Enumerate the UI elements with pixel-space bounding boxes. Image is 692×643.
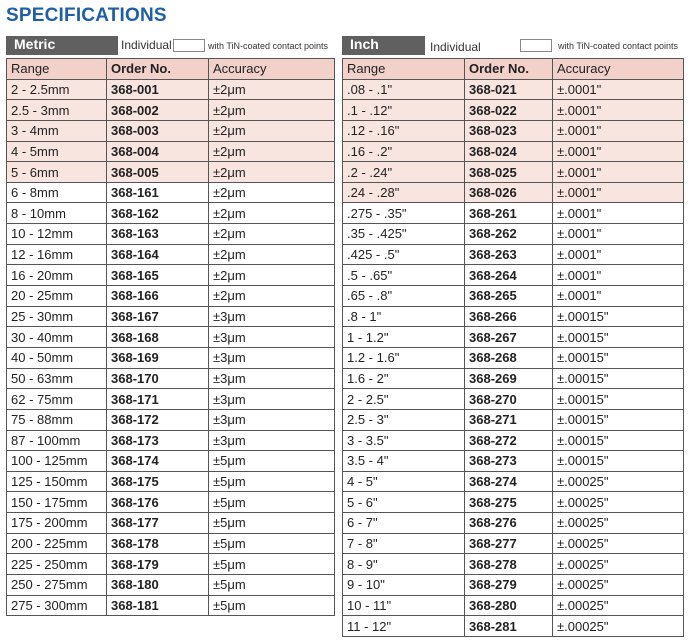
metric-cell-accuracy: ±2μm — [209, 224, 335, 245]
inch-cell-range: .35 - .425" — [343, 224, 465, 245]
inch-cell-range: 2 - 2.5" — [343, 389, 465, 410]
metric-cell-order: 368-001 — [107, 79, 209, 100]
inch-cell-range: 4 - 5" — [343, 471, 465, 492]
metric-cell-range: 10 - 12mm — [7, 224, 107, 245]
metric-cell-order: 368-171 — [107, 389, 209, 410]
inch-cell-order: 368-278 — [465, 554, 553, 575]
inch-cell-range: .275 - .35" — [343, 203, 465, 224]
inch-cell-accuracy: ±.00015" — [553, 409, 684, 430]
inch-header-row — [343, 59, 684, 80]
metric-cell-accuracy: ±5μm — [209, 492, 335, 513]
table-row — [7, 513, 335, 534]
metric-cell-range: 150 - 175mm — [7, 492, 107, 513]
inch-cell-range: 8 - 9" — [343, 554, 465, 575]
metric-cell-order: 368-168 — [107, 327, 209, 348]
metric-cell-range: 50 - 63mm — [7, 368, 107, 389]
inch-cell-accuracy: ±.00015" — [553, 451, 684, 472]
table-row — [7, 79, 335, 100]
inch-cell-order: 368-276 — [465, 513, 553, 534]
metric-header-order: Order No. — [107, 59, 209, 80]
inch-cell-range: .425 - .5" — [343, 244, 465, 265]
metric-cell-accuracy: ±5μm — [209, 471, 335, 492]
table-row — [7, 430, 335, 451]
metric-cell-range: 250 - 275mm — [7, 575, 107, 596]
inch-cell-range: .16 - .2" — [343, 141, 465, 162]
inch-cell-accuracy: ±.00025" — [553, 575, 684, 596]
inch-cell-accuracy: ±.0001" — [553, 182, 684, 203]
metric-cell-order: 368-176 — [107, 492, 209, 513]
table-row — [7, 286, 335, 307]
inch-cell-accuracy: ±.00025" — [553, 492, 684, 513]
metric-tab: Metric — [6, 36, 118, 53]
metric-cell-accuracy: ±5μm — [209, 533, 335, 554]
metric-cell-order: 368-004 — [107, 141, 209, 162]
inch-cell-order: 368-273 — [465, 451, 553, 472]
table-row — [7, 120, 335, 141]
metric-cell-accuracy: ±5μm — [209, 451, 335, 472]
metric-header-range: Range — [7, 59, 107, 80]
metric-tab-underline — [6, 53, 118, 55]
table-row — [7, 141, 335, 162]
inch-cell-accuracy: ±.0001" — [553, 100, 684, 121]
table-row — [7, 244, 335, 265]
inch-panel — [342, 33, 684, 637]
inch-cell-order: 368-267 — [465, 327, 553, 348]
table-row — [343, 616, 684, 637]
inch-cell-accuracy: ±.0001" — [553, 120, 684, 141]
metric-cell-order: 368-161 — [107, 182, 209, 203]
inch-cell-order: 368-265 — [465, 286, 553, 307]
inch-cell-accuracy: ±.00025" — [553, 533, 684, 554]
metric-cell-order: 368-005 — [107, 162, 209, 183]
metric-cell-accuracy: ±5μm — [209, 554, 335, 575]
table-row — [7, 162, 335, 183]
table-row — [343, 306, 684, 327]
inch-cell-accuracy: ±.00015" — [553, 368, 684, 389]
table-row — [343, 513, 684, 534]
metric-cell-range: 2 - 2.5mm — [7, 79, 107, 100]
metric-cell-accuracy: ±5μm — [209, 513, 335, 534]
metric-cell-order: 368-173 — [107, 430, 209, 451]
inch-cell-range: .5 - .65" — [343, 265, 465, 286]
inch-cell-order: 368-277 — [465, 533, 553, 554]
metric-cell-order: 368-177 — [107, 513, 209, 534]
metric-cell-range: 3 - 4mm — [7, 120, 107, 141]
inch-cell-accuracy: ±.00025" — [553, 616, 684, 637]
table-row — [7, 182, 335, 203]
table-row — [343, 120, 684, 141]
metric-cell-range: 125 - 150mm — [7, 471, 107, 492]
inch-cell-accuracy: ±.00025" — [553, 471, 684, 492]
inch-cell-order: 368-024 — [465, 141, 553, 162]
inch-cell-order: 368-268 — [465, 347, 553, 368]
metric-cell-order: 368-002 — [107, 100, 209, 121]
metric-cell-accuracy: ±2μm — [209, 120, 335, 141]
metric-cell-order: 368-003 — [107, 120, 209, 141]
metric-cell-order: 368-169 — [107, 347, 209, 368]
metric-cell-order: 368-163 — [107, 224, 209, 245]
metric-cell-accuracy: ±2μm — [209, 182, 335, 203]
table-row — [343, 471, 684, 492]
metric-cell-order: 368-180 — [107, 575, 209, 596]
metric-cell-accuracy: ±3μm — [209, 327, 335, 348]
table-row — [343, 244, 684, 265]
table-row — [7, 575, 335, 596]
metric-cell-order: 368-165 — [107, 265, 209, 286]
metric-table-body — [7, 79, 335, 616]
table-row — [7, 389, 335, 410]
table-row — [7, 533, 335, 554]
inch-cell-order: 368-021 — [465, 79, 553, 100]
inch-cell-order: 368-279 — [465, 575, 553, 596]
metric-legend — [6, 33, 335, 58]
inch-cell-accuracy: ±.00015" — [553, 327, 684, 348]
inch-cell-accuracy: ±.00025" — [553, 595, 684, 616]
table-row — [343, 182, 684, 203]
inch-cell-range: 1 - 1.2" — [343, 327, 465, 348]
inch-cell-range: 1.6 - 2" — [343, 368, 465, 389]
metric-cell-range: 40 - 50mm — [7, 347, 107, 368]
inch-cell-range: 2.5 - 3" — [343, 409, 465, 430]
inch-cell-order: 368-269 — [465, 368, 553, 389]
metric-cell-range: 2.5 - 3mm — [7, 100, 107, 121]
metric-cell-range: 8 - 10mm — [7, 203, 107, 224]
metric-cell-range: 225 - 250mm — [7, 554, 107, 575]
table-row — [343, 327, 684, 348]
table-row — [343, 492, 684, 513]
inch-cell-range: .65 - .8" — [343, 286, 465, 307]
table-row — [7, 492, 335, 513]
inch-cell-order: 368-022 — [465, 100, 553, 121]
metric-cell-order: 368-164 — [107, 244, 209, 265]
inch-tab: Inch — [342, 36, 425, 53]
metric-cell-order: 368-170 — [107, 368, 209, 389]
metric-cell-range: 25 - 30mm — [7, 306, 107, 327]
metric-cell-range: 175 - 200mm — [7, 513, 107, 534]
inch-cell-range: 3 - 3.5" — [343, 430, 465, 451]
table-row — [7, 471, 335, 492]
table-row — [343, 595, 684, 616]
table-row — [343, 265, 684, 286]
inch-cell-accuracy: ±.00025" — [553, 554, 684, 575]
table-row — [343, 347, 684, 368]
metric-cell-order: 368-172 — [107, 409, 209, 430]
metric-spec-table — [6, 58, 335, 616]
metric-cell-accuracy: ±2μm — [209, 162, 335, 183]
inch-cell-order: 368-262 — [465, 224, 553, 245]
inch-cell-range: .24 - .28" — [343, 182, 465, 203]
inch-cell-order: 368-281 — [465, 616, 553, 637]
metric-cell-order: 368-175 — [107, 471, 209, 492]
inch-tab-underline — [342, 53, 425, 55]
metric-cell-range: 75 - 88mm — [7, 409, 107, 430]
metric-cell-range: 4 - 5mm — [7, 141, 107, 162]
inch-cell-range: 11 - 12" — [343, 616, 465, 637]
page-title: SPECIFICATIONS — [6, 5, 167, 26]
inch-cell-order: 368-264 — [465, 265, 553, 286]
metric-cell-order: 368-166 — [107, 286, 209, 307]
table-row — [343, 100, 684, 121]
inch-cell-accuracy: ±.00025" — [553, 513, 684, 534]
metric-cell-accuracy: ±5μm — [209, 595, 335, 616]
inch-cell-range: 5 - 6" — [343, 492, 465, 513]
table-row — [7, 327, 335, 348]
metric-cell-order: 368-178 — [107, 533, 209, 554]
inch-header-accuracy: Accuracy — [553, 59, 684, 80]
inch-cell-range: 9 - 10" — [343, 575, 465, 596]
metric-legend-tin-swatch — [173, 39, 205, 52]
metric-cell-range: 87 - 100mm — [7, 430, 107, 451]
table-row — [343, 141, 684, 162]
metric-cell-order: 368-179 — [107, 554, 209, 575]
metric-cell-range: 5 - 6mm — [7, 162, 107, 183]
metric-cell-accuracy: ±2μm — [209, 244, 335, 265]
inch-cell-order: 368-261 — [465, 203, 553, 224]
inch-cell-order: 368-271 — [465, 409, 553, 430]
table-row — [343, 389, 684, 410]
metric-cell-range: 100 - 125mm — [7, 451, 107, 472]
table-row — [343, 409, 684, 430]
metric-header-row — [7, 59, 335, 80]
table-row — [343, 224, 684, 245]
metric-cell-order: 368-174 — [107, 451, 209, 472]
table-row — [7, 100, 335, 121]
metric-cell-range: 6 - 8mm — [7, 182, 107, 203]
inch-cell-range: .8 - 1" — [343, 306, 465, 327]
inch-header-order: Order No. — [465, 59, 553, 80]
inch-cell-order: 368-280 — [465, 595, 553, 616]
metric-cell-accuracy: ±2μm — [209, 141, 335, 162]
inch-legend-tin: with TiN-coated contact points — [558, 41, 679, 51]
inch-cell-order: 368-270 — [465, 389, 553, 410]
inch-cell-range: 1.2 - 1.6" — [343, 347, 465, 368]
table-row — [343, 533, 684, 554]
table-row — [343, 79, 684, 100]
inch-cell-order: 368-266 — [465, 306, 553, 327]
metric-cell-accuracy: ±2μm — [209, 203, 335, 224]
inch-cell-range: 3.5 - 4" — [343, 451, 465, 472]
inch-cell-order: 368-263 — [465, 244, 553, 265]
inch-spec-table — [342, 58, 684, 637]
inch-cell-order: 368-026 — [465, 182, 553, 203]
inch-table-body — [343, 79, 684, 636]
metric-cell-order: 368-162 — [107, 203, 209, 224]
metric-cell-range: 12 - 16mm — [7, 244, 107, 265]
metric-cell-accuracy: ±3μm — [209, 409, 335, 430]
table-row — [343, 368, 684, 389]
table-row — [7, 595, 335, 616]
inch-cell-range: .2 - .24" — [343, 162, 465, 183]
inch-cell-range: .08 - .1" — [343, 79, 465, 100]
metric-cell-accuracy: ±2μm — [209, 286, 335, 307]
table-row — [7, 409, 335, 430]
inch-legend-tin-swatch — [520, 39, 552, 52]
inch-cell-accuracy: ±.00015" — [553, 430, 684, 451]
table-row — [7, 265, 335, 286]
metric-cell-range: 62 - 75mm — [7, 389, 107, 410]
inch-cell-order: 368-025 — [465, 162, 553, 183]
table-row — [343, 162, 684, 183]
metric-cell-accuracy: ±5μm — [209, 575, 335, 596]
metric-cell-range: 30 - 40mm — [7, 327, 107, 348]
inch-cell-range: .12 - .16" — [343, 120, 465, 141]
inch-cell-order: 368-274 — [465, 471, 553, 492]
inch-cell-order: 368-272 — [465, 430, 553, 451]
inch-cell-accuracy: ±.0001" — [553, 286, 684, 307]
metric-cell-range: 200 - 225mm — [7, 533, 107, 554]
table-row — [7, 306, 335, 327]
metric-legend-tin: with TiN-coated contact points — [208, 41, 329, 51]
metric-cell-accuracy: ±3μm — [209, 347, 335, 368]
inch-cell-accuracy: ±.0001" — [553, 162, 684, 183]
metric-cell-order: 368-167 — [107, 306, 209, 327]
metric-cell-accuracy: ±3μm — [209, 306, 335, 327]
inch-legend-individual: Individual — [430, 40, 481, 54]
inch-cell-accuracy: ±.00015" — [553, 347, 684, 368]
metric-cell-accuracy: ±2μm — [209, 79, 335, 100]
table-row — [343, 554, 684, 575]
metric-panel — [6, 33, 335, 616]
inch-cell-range: 10 - 11" — [343, 595, 465, 616]
table-row — [343, 430, 684, 451]
metric-cell-order: 368-181 — [107, 595, 209, 616]
inch-cell-range: 6 - 7" — [343, 513, 465, 534]
inch-legend — [342, 33, 684, 58]
table-row — [7, 368, 335, 389]
metric-cell-accuracy: ±2μm — [209, 100, 335, 121]
inch-cell-accuracy: ±.0001" — [553, 79, 684, 100]
table-row — [7, 554, 335, 575]
metric-cell-range: 20 - 25mm — [7, 286, 107, 307]
table-row — [343, 286, 684, 307]
metric-cell-accuracy: ±3μm — [209, 368, 335, 389]
table-row — [7, 224, 335, 245]
inch-cell-accuracy: ±.0001" — [553, 141, 684, 162]
inch-cell-accuracy: ±.0001" — [553, 203, 684, 224]
inch-cell-range: 7 - 8" — [343, 533, 465, 554]
inch-cell-order: 368-023 — [465, 120, 553, 141]
metric-cell-range: 275 - 300mm — [7, 595, 107, 616]
metric-legend-individual: Individual — [121, 38, 172, 52]
inch-cell-accuracy: ±.00015" — [553, 389, 684, 410]
inch-cell-accuracy: ±.0001" — [553, 224, 684, 245]
inch-cell-accuracy: ±.0001" — [553, 244, 684, 265]
table-row — [343, 203, 684, 224]
table-row — [7, 203, 335, 224]
inch-cell-range: .1 - .12" — [343, 100, 465, 121]
table-row — [7, 451, 335, 472]
inch-cell-order: 368-275 — [465, 492, 553, 513]
metric-cell-range: 16 - 20mm — [7, 265, 107, 286]
metric-cell-accuracy: ±2μm — [209, 265, 335, 286]
table-row — [7, 347, 335, 368]
inch-cell-accuracy: ±.0001" — [553, 265, 684, 286]
inch-header-range: Range — [343, 59, 465, 80]
inch-cell-accuracy: ±.00015" — [553, 306, 684, 327]
table-row — [343, 451, 684, 472]
metric-cell-accuracy: ±3μm — [209, 389, 335, 410]
table-row — [343, 575, 684, 596]
metric-cell-accuracy: ±3μm — [209, 430, 335, 451]
metric-header-accuracy: Accuracy — [209, 59, 335, 80]
